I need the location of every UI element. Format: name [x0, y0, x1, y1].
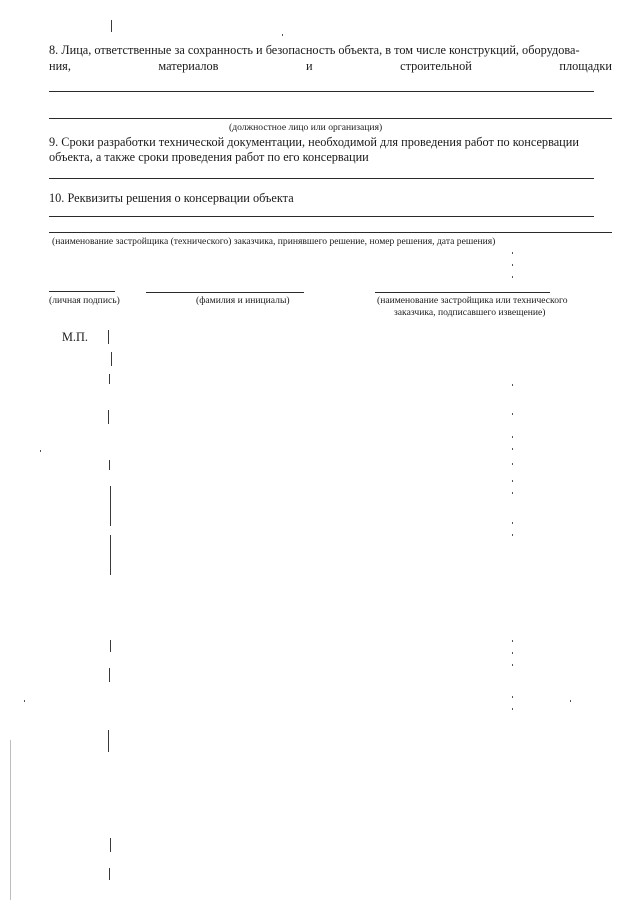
scan-dot: [512, 436, 513, 438]
scan-dot: [40, 450, 41, 452]
scan-dot: [512, 463, 513, 465]
section-8-fill-line[interactable]: [49, 118, 612, 119]
scan-dot: [24, 700, 25, 702]
scan-mark: [109, 668, 110, 682]
scan-dot: [282, 34, 283, 36]
stamp-label: М.П.: [62, 330, 88, 344]
section-8-text-line1: 8. Лица, ответственные за сохранность и безопасность объекта, в том числе конструкций, оборудова-: [49, 43, 580, 57]
scan-mark: [110, 535, 111, 575]
scan-mark: [108, 730, 109, 752]
scan-dot: [512, 264, 513, 266]
scan-dot: [512, 522, 513, 524]
scan-mark: [109, 868, 110, 880]
section-9-fill-line[interactable]: [49, 178, 594, 179]
scan-dot: [512, 276, 513, 278]
scan-mark: [110, 838, 111, 852]
full-name-caption: (фамилия и инициалы): [196, 295, 290, 306]
section-8-word: и: [306, 59, 313, 73]
section-10-title: 10. Реквизиты решения о консервации объекта: [49, 191, 294, 205]
section-10-fill-line[interactable]: [49, 232, 612, 233]
scan-dot: [570, 700, 571, 702]
organization-line[interactable]: [375, 292, 550, 293]
scan-dot: [512, 448, 513, 450]
scan-dot: [512, 708, 513, 710]
personal-signature-caption: (личная подпись): [49, 295, 120, 306]
section-8-caption: (должностное лицо или организация): [229, 122, 383, 133]
scan-dot: [512, 492, 513, 494]
organization-caption-line1: (наименование застройщика или технического: [377, 295, 568, 306]
scan-mark: [108, 410, 109, 424]
section-8-word: площадки: [559, 59, 612, 73]
scan-dot: [512, 480, 513, 482]
scan-dot: [512, 413, 513, 415]
scan-dot: [512, 696, 513, 698]
section-8-fill-line[interactable]: [49, 91, 594, 92]
scan-dot: [512, 664, 513, 666]
scan-mark: [111, 352, 112, 366]
section-8-text-line2: [49, 59, 612, 73]
section-8-word: материалов: [158, 59, 219, 73]
scan-mark: [111, 20, 112, 32]
scan-dot: [512, 384, 513, 386]
section-8-word: строительной: [400, 59, 472, 73]
scan-mark: [109, 374, 110, 384]
scan-dot: [512, 252, 513, 254]
section-10-caption: (наименование застройщика (технического) заказчика, принявшего решение, номер решения, дата решения): [52, 236, 496, 247]
full-name-line[interactable]: [146, 292, 304, 293]
scan-mark: [110, 486, 111, 526]
signature-line[interactable]: [49, 291, 115, 292]
section-9-text-line1: 9. Сроки разработки технической документации, необходимой для проведения работ по консервации: [49, 135, 579, 149]
scan-dot: [512, 652, 513, 654]
section-9-text-line2: объекта, а также сроки проведения работ по его консервации: [49, 150, 369, 164]
scan-mark: [10, 740, 11, 900]
section-8-word: ния,: [49, 59, 71, 73]
scan-mark: [108, 330, 109, 344]
scan-dot: [512, 534, 513, 536]
section-10-fill-line[interactable]: [49, 216, 594, 217]
organization-caption-line2: заказчика, подписавшего извещение): [394, 307, 546, 318]
scan-mark: [109, 460, 110, 470]
scan-dot: [512, 640, 513, 642]
scan-mark: [110, 640, 111, 652]
